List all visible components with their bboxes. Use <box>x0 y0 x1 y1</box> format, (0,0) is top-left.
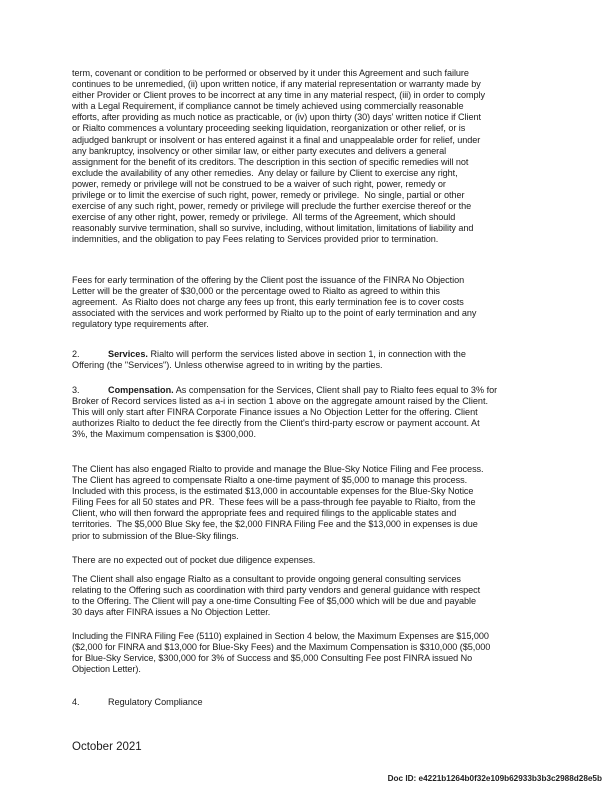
section-2-services <box>72 349 466 371</box>
section-number: 3. <box>72 385 80 395</box>
section-number: 2. <box>72 349 80 359</box>
section-3-compensation <box>72 385 497 440</box>
blue-sky-paragraph: The Client has also engaged Rialto to provide and manage the Blue-Sky Notice Filing and Fee process. The Client has agreed to compensate Rialto a one-time payment of $5,000 to manage this process. Included with this process, is the estimated $13,000 in accountable expenses for the Blue-Sky Notice Filing Fees for all 50 states and PR. These fees will be a pass-through fee payable to Rialto, from the Client, who will then forward the appropriate fees and required filings to the applicable states and territories. The $5,000 Blue Sky fee, the $2,000 FINRA Filing Fee and the $13,000 in expenses is due prior to submission of the Blue-Sky filings. <box>72 464 484 541</box>
early-termination-fees-paragraph: Fees for early termination of the offering by the Client post the issuance of the FINRA No Objection Letter will be the greater of $30,000 or the percentage owed to Rialto as agreed to within this agreement. As Rialto does not charge any fees up front, this early termination fee is to cover costs associated with the services and work performed by Rialto up to the point of early termination and any regulatory type requirements after. <box>72 275 477 330</box>
section-heading: Regulatory Compliance <box>108 697 203 707</box>
termination-paragraph: term, covenant or condition to be performed or observed by it under this Agreement and such failure continues to be unremedied, (ii) upon written notice, if any material representation or warranty made by either Provider or Client proves to be incorrect at any time in any material respect, (iii) in order to comply with a Legal Requirement, if compliance cannot be timely achieved using commercially reasonable efforts, after providing as much notice as practicable, or (iv) upon thirty (30) days' written notice if Client or Rialto commences a voluntary proceeding seeking liquidation, reorganization or other relief, or is adjudged bankrupt or insolvent or has entered against it a final and unappealable order for relief, under any bankruptcy, insolvency or other similar law, or either party executes and delivers a general assignment for the benefit of its creditors. The description in this section of specific remedies will not exclude the availability of any other remedies. Any delay or failure by Client to exercise any right, power, remedy or privilege will not be construed to be a waiver of such right, power, remedy or privilege or to limit the exercise of such right, power, remedy or privilege. No single, partial or other exercise of any such right, power, remedy or privilege will preclude the further exercise thereof or the exercise of any other right, power, remedy or privilege. All terms of the Agreement, which should reasonably survive termination, shall so survive, including, without limitation, limitations of liability and indemnities, and the obligation to pay Fees relating to Services provided prior to termination. <box>72 68 485 245</box>
section-text: As compensation for the Services, Client shall pay to Rialto fees equal to 3% for <box>173 385 498 395</box>
consulting-paragraph: The Client shall also engage Rialto as a consultant to provide ongoing general consulting services relating to the Offering such as coordination with third party vendors and general guidance with respect to the Offering. The Client will pay a one-time Consulting Fee of $5,000 which will be due and payable 30 days after FINRA issues a No Objection Letter. <box>72 574 481 618</box>
section-heading: Compensation. <box>108 385 174 395</box>
footer-date: October 2021 <box>72 741 142 753</box>
section-number: 4. <box>72 697 80 707</box>
section-text: Broker of Record services listed as a-i in section 1 above on the aggregate amount raised by the Client. This will only start after FINRA Corporate Finance issues a No Objection Letter for the offering. Client authorizes Rialto to deduct the fee directly from the Client's third-party escrow or payment account. At 3%, the Maximum compensation is $300,000. <box>72 396 489 440</box>
maximums-paragraph: Including the FINRA Filing Fee (5110) explained in Section 4 below, the Maximum Expenses are $15,000 ($2,000 for FINRA and $13,000 for Blue-Sky Fees) and the Maximum Compensation is $310,000 ($5,000 for Blue-Sky Service, $300,000 for 3% of Success and $5,000 Consulting Fee post FINRA issued No Objection Letter). <box>72 631 491 675</box>
section-4-regulatory-compliance <box>72 697 203 708</box>
section-heading: Services. <box>108 349 148 359</box>
doc-id: Doc ID: e4221b1264b0f32e109b62933b3b3c2988d28e5b <box>387 774 602 783</box>
section-text: Offering (the "Services"). Unless otherwise agreed to in writing by the parties. <box>72 360 383 371</box>
no-expenses-paragraph: There are no expected out of pocket due diligence expenses. <box>72 555 316 565</box>
section-text: Rialto will perform the services listed above in section 1, in connection with the <box>147 349 466 359</box>
